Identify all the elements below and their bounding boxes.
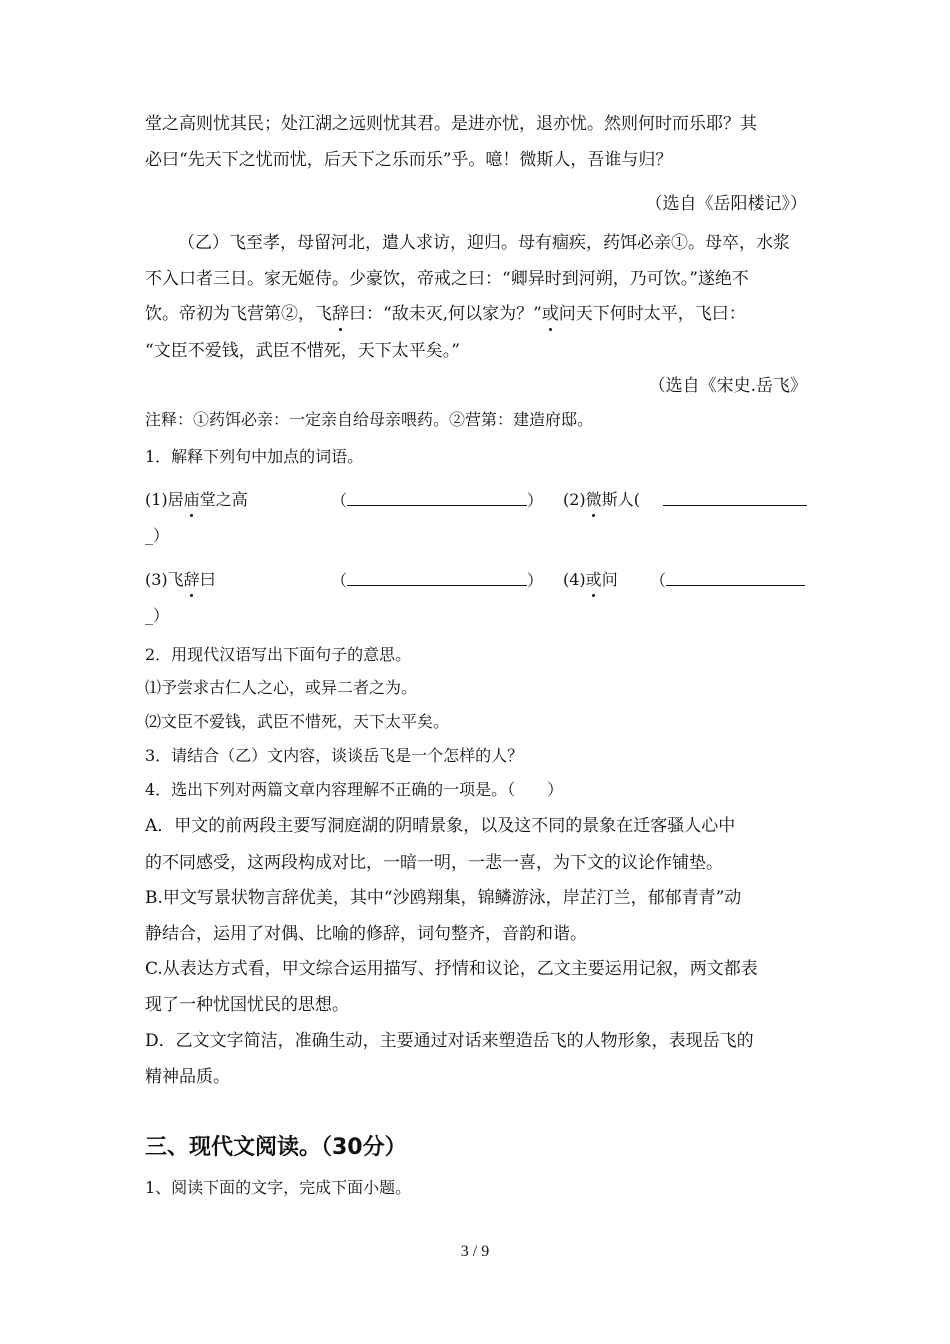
section-instruction: 1、阅读下面的文字，完成下面小题。 — [145, 1178, 412, 1197]
passage-b-line: “文臣不爱钱，武臣不惜死，天下太平矣。” — [145, 341, 460, 361]
option-a: 的不同感受，这两段构成对比，一暗一明，一悲一喜，为下文的议论作铺垫。 — [145, 853, 723, 873]
question-3-title: 3．请结合（乙）文内容，谈谈岳飞是一个怎样的人？ — [145, 746, 524, 765]
answer-blank-4[interactable] — [650, 568, 805, 593]
paren: （ — [650, 571, 667, 590]
dotted-word: 或 — [541, 304, 559, 324]
paren: ） — [527, 571, 544, 590]
option-c: C.从表达方式看，甲文综合运用描写、抒情和议论，乙文主要运用记叙，两文都表 — [145, 959, 758, 979]
paren: （ — [331, 491, 348, 510]
text-run: 曰：“敌未灭,何以家为？” — [349, 304, 542, 324]
q1-item-4 — [563, 568, 618, 592]
answer-blank-4-tail: _） — [145, 606, 170, 625]
dotted-word: 微 — [586, 488, 602, 512]
question-2-title: 2．用现代汉语写出下面句子的意思。 — [145, 645, 412, 664]
question-1-title: 1．解释下列句中加点的词语。 — [145, 447, 364, 466]
text-run: (3)飞 — [145, 570, 184, 589]
passage-a-line: 堂之高则忧其民；处江湖之远则忧其君。是进亦忧，退亦忧。然则何时而乐耶？其 — [145, 114, 757, 134]
text-run: (2) — [563, 490, 586, 509]
passage-b-source: （选自《宋史.岳飞》 — [648, 376, 807, 396]
answer-blank-2[interactable] — [663, 488, 807, 513]
text-run: 问 — [601, 570, 618, 589]
question-4-title: 4．选出下列对两篇文章内容理解不正确的一项是。（ ） — [145, 780, 564, 799]
option-c: 现了一种忧国忧民的思想。 — [145, 995, 349, 1015]
option-b: B.甲文写景状物言辞优美，其中“沙鸥翔集，锦鳞游泳，岸芷汀兰，郁郁青青”动 — [145, 888, 742, 908]
dotted-word: 辞 — [184, 568, 200, 592]
text-run: 饮。帝初为飞营第②，飞 — [145, 304, 332, 324]
option-d: 精神品质。 — [145, 1067, 230, 1087]
option-a: A．甲文的前两段主要写洞庭湖的阴晴景象，以及这不同的景象在迁客骚人心中 — [145, 816, 736, 836]
option-b: 静结合，运用了对偶、比喻的修辞，词句整齐，音韵和谐。 — [145, 924, 587, 944]
question-2-sentence: ⑴予尝求古仁人之心，或异二者之为。 — [145, 678, 418, 697]
passage-a-source: （选自《岳阳楼记》） — [645, 194, 807, 214]
q1-item-3 — [145, 568, 216, 592]
notes: 注释：①药饵必亲：一定亲自给母亲喂药。②营第：建造府邸。 — [145, 410, 594, 429]
text-run: 堂之高 — [199, 490, 248, 509]
text-run: 问天下何时太平，飞曰： — [558, 304, 746, 324]
dotted-word: 或 — [586, 568, 602, 592]
text-run: (4) — [563, 570, 586, 589]
answer-blank-2-tail: _） — [145, 526, 170, 545]
passage-b-line — [145, 302, 746, 326]
answer-blank-1[interactable] — [331, 488, 543, 513]
answer-blank-3[interactable] — [331, 568, 543, 593]
q1-item-2 — [563, 488, 640, 512]
passage-a-line: 必曰“先天下之忧而忧，后天下之乐而乐”乎。噫！微斯人，吾谁与归？ — [145, 150, 673, 170]
q1-item-1 — [145, 488, 248, 512]
question-2-sentence: ⑵文臣不爱钱，武臣不惜死，天下太平矣。 — [145, 712, 450, 731]
dotted-word: 庙 — [184, 488, 200, 512]
paren: ） — [527, 491, 544, 510]
text-run: (1)居 — [145, 490, 184, 509]
dotted-word: 辞 — [332, 304, 349, 324]
text-run: 曰 — [199, 570, 216, 589]
option-d: D．乙文文字简洁，准确生动，主要通过对话来塑造岳飞的人物形象，表现岳飞的 — [145, 1031, 754, 1051]
page-number: 3 / 9 — [460, 1243, 490, 1260]
passage-b-line: （乙）飞至孝，母留河北，遣人求访，迎归。母有痼疾，药饵必亲①。母卒，水浆 — [178, 233, 790, 253]
passage-b-line: 不入口者三日。家无姬侍。少豪饮，帝戒之曰：“卿异时到河朔，乃可饮。”遂绝不 — [145, 269, 749, 289]
section-heading: 三、现代文阅读。（30分） — [145, 1135, 407, 1160]
text-run: 斯人( — [601, 490, 640, 509]
paren: （ — [331, 571, 348, 590]
